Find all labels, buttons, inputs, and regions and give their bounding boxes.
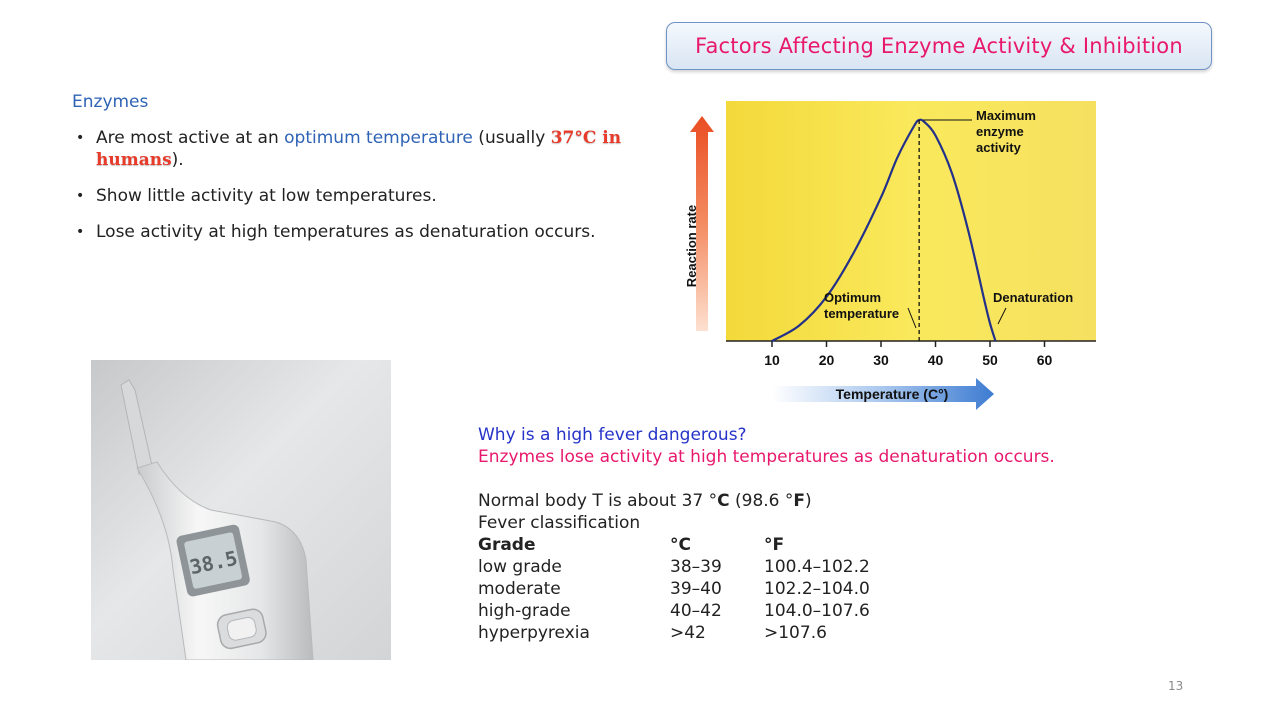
fahrenheit-cell: 102.2–104.0 [764,579,870,599]
grade-cell: hyperpyrexia [478,623,590,643]
fahrenheit-cell: 100.4–102.2 [764,557,870,577]
header-celsius: °C [670,535,691,555]
table-row [478,578,870,600]
bullet-optimum-mid: (usually [472,128,551,148]
x-tick-label: 40 [927,352,944,368]
optimum-annotation-line2: temperature [824,306,900,321]
chart-svg [676,96,1106,416]
display-reading: 38.5 [187,545,240,580]
bullet-low-temp: • Show little activity at low temperatures. [74,185,634,207]
table-row [478,556,870,578]
enzymes-heading: Enzymes [72,92,149,112]
fever-table [478,534,870,644]
normal-temp-c: C [717,491,730,511]
celsius-cell: 39–40 [670,579,722,599]
x-tick-label: 20 [818,352,835,368]
table-row [478,622,870,644]
grade-cell: high-grade [478,601,571,621]
x-tick-label: 60 [1036,352,1053,368]
thermometer-illustration [91,360,391,660]
peak-annotation-line3: activity [976,140,1021,155]
thermometer-display [175,524,250,598]
fever-table-header [478,534,870,556]
thermometer-photo [91,360,391,660]
chart-plot-area [726,101,1096,341]
header-fahrenheit: °F [764,535,785,555]
x-axis-label: Temperature (C°) [835,386,949,402]
bullet-optimum-pre: Are most active at an [96,128,285,148]
peak-annotation-line1: Maximum [976,108,1036,123]
x-tick-label: 50 [982,352,998,368]
human-temperature-text: 37°C in humans [96,128,622,170]
denaturation-annotation: Denaturation [993,290,1074,305]
normal-temp-pre: Normal body T is about 37 ° [478,491,718,511]
normal-temp-f: F [793,491,806,511]
optimum-annotation-line1: Optimum [824,290,882,305]
optimum-temperature-text: optimum temperature [284,128,473,148]
fever-info [478,424,1198,644]
header-grade: Grade [478,535,536,555]
slide-title: Factors Affecting Enzyme Activity & Inhibition [695,34,1183,58]
bullet-high-temp: • Lose activity at high temperatures as denaturation occurs. [74,221,634,243]
normal-body-temp [478,490,1198,512]
peak-annotation-line2: enzyme [976,124,1024,139]
table-row [478,600,870,622]
bullet-optimum-post: ). [171,150,184,170]
fahrenheit-cell: >107.6 [764,623,827,643]
x-tick-label: 30 [873,352,889,368]
fever-answer: Enzymes lose activity at high temperatures as denaturation occurs. [478,447,1055,467]
celsius-cell: >42 [670,623,706,643]
x-tick-label: 10 [764,352,780,368]
normal-temp-mid: (98.6 ° [729,491,794,511]
grade-cell: moderate [478,579,561,599]
normal-temp-post: ) [805,491,812,511]
enzyme-bullets [74,127,634,257]
temperature-activity-chart [676,96,1106,416]
fever-question: Why is a high fever dangerous? [478,425,747,445]
x-tick-group [764,341,1052,368]
thermometer-probe [121,380,153,474]
slide-title-box [666,22,1212,70]
page-number: 13 [1168,679,1184,693]
y-axis-label: Reaction rate [684,204,699,288]
grade-cell: low grade [478,557,562,577]
celsius-cell: 40–42 [670,601,722,621]
fever-classification-title: Fever classification [478,513,641,533]
celsius-cell: 38–39 [670,557,722,577]
bullet-optimum [74,127,634,171]
fahrenheit-cell: 104.0–107.6 [764,601,870,621]
spacer [478,468,1198,490]
